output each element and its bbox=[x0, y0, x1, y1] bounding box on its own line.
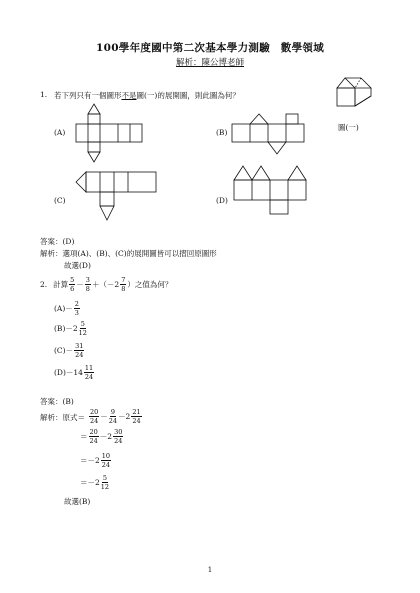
q1-option-a-label: (A) bbox=[54, 128, 66, 137]
q1-explanation: 解析：選項(A)、(B)、(C)的展開圖皆可以摺回原圖形 bbox=[40, 249, 217, 258]
q1-answer: 答案：(D) bbox=[40, 237, 75, 246]
q2-number: 2. bbox=[40, 280, 48, 289]
q1-net-a bbox=[68, 104, 152, 164]
q2-answer: 答案：(B) bbox=[40, 397, 74, 406]
q1-option-d-label: (D) bbox=[216, 196, 228, 205]
q2-explanation-result: 故選(B) bbox=[64, 497, 91, 506]
q1-net-d bbox=[234, 166, 314, 230]
q2-step: ＝－2 5 12 bbox=[80, 474, 110, 491]
q1-number: 1. bbox=[40, 90, 48, 99]
q2-explanation-label: 解析：原式＝ bbox=[40, 413, 85, 422]
q1-stem: 若下列只有一個圖形不是圖(一)的展開圖，則此圖為何？ bbox=[54, 91, 240, 100]
q2-option-a: (A)－ 2 3 bbox=[54, 300, 79, 317]
page-subtitle: 解析：陳公博老師 bbox=[175, 58, 244, 68]
q2-step: ＝－2 10 24 bbox=[80, 452, 111, 469]
q2-stem: 2. 計算 5 6 － 3 8 ＋（－2 7 8 ） 之值為何？ bbox=[40, 276, 173, 293]
q1-net-c bbox=[70, 168, 160, 232]
q2-option-b: (B)－ 2 5 12 bbox=[54, 320, 87, 337]
figure-one-solid bbox=[334, 76, 374, 120]
q1-net-b bbox=[232, 104, 316, 164]
q1-option-b-label: (B) bbox=[216, 128, 228, 137]
q2-option-c: (C)－ 31 24 bbox=[54, 342, 84, 359]
q1-explanation-result: 故選(D) bbox=[64, 261, 91, 270]
page-number: 1 bbox=[207, 566, 213, 574]
q2-fraction: 7 8 bbox=[121, 276, 126, 293]
q2-fraction: 3 8 bbox=[85, 276, 90, 293]
q2-option-d: (D)－ 14 11 24 bbox=[54, 364, 94, 381]
figure-one-caption: 圖(一) bbox=[338, 123, 359, 132]
q2-step: ＝ 20 24 －2 30 24 bbox=[80, 428, 123, 445]
q2-fraction: 5 6 bbox=[70, 276, 75, 293]
page-title: 100學年度國中第二次基本學力測驗 數學領域 bbox=[95, 42, 325, 54]
q1-option-c-label: (C) bbox=[54, 196, 66, 205]
q2-step: 20 24 － 9 24 －2 21 24 bbox=[90, 408, 141, 425]
